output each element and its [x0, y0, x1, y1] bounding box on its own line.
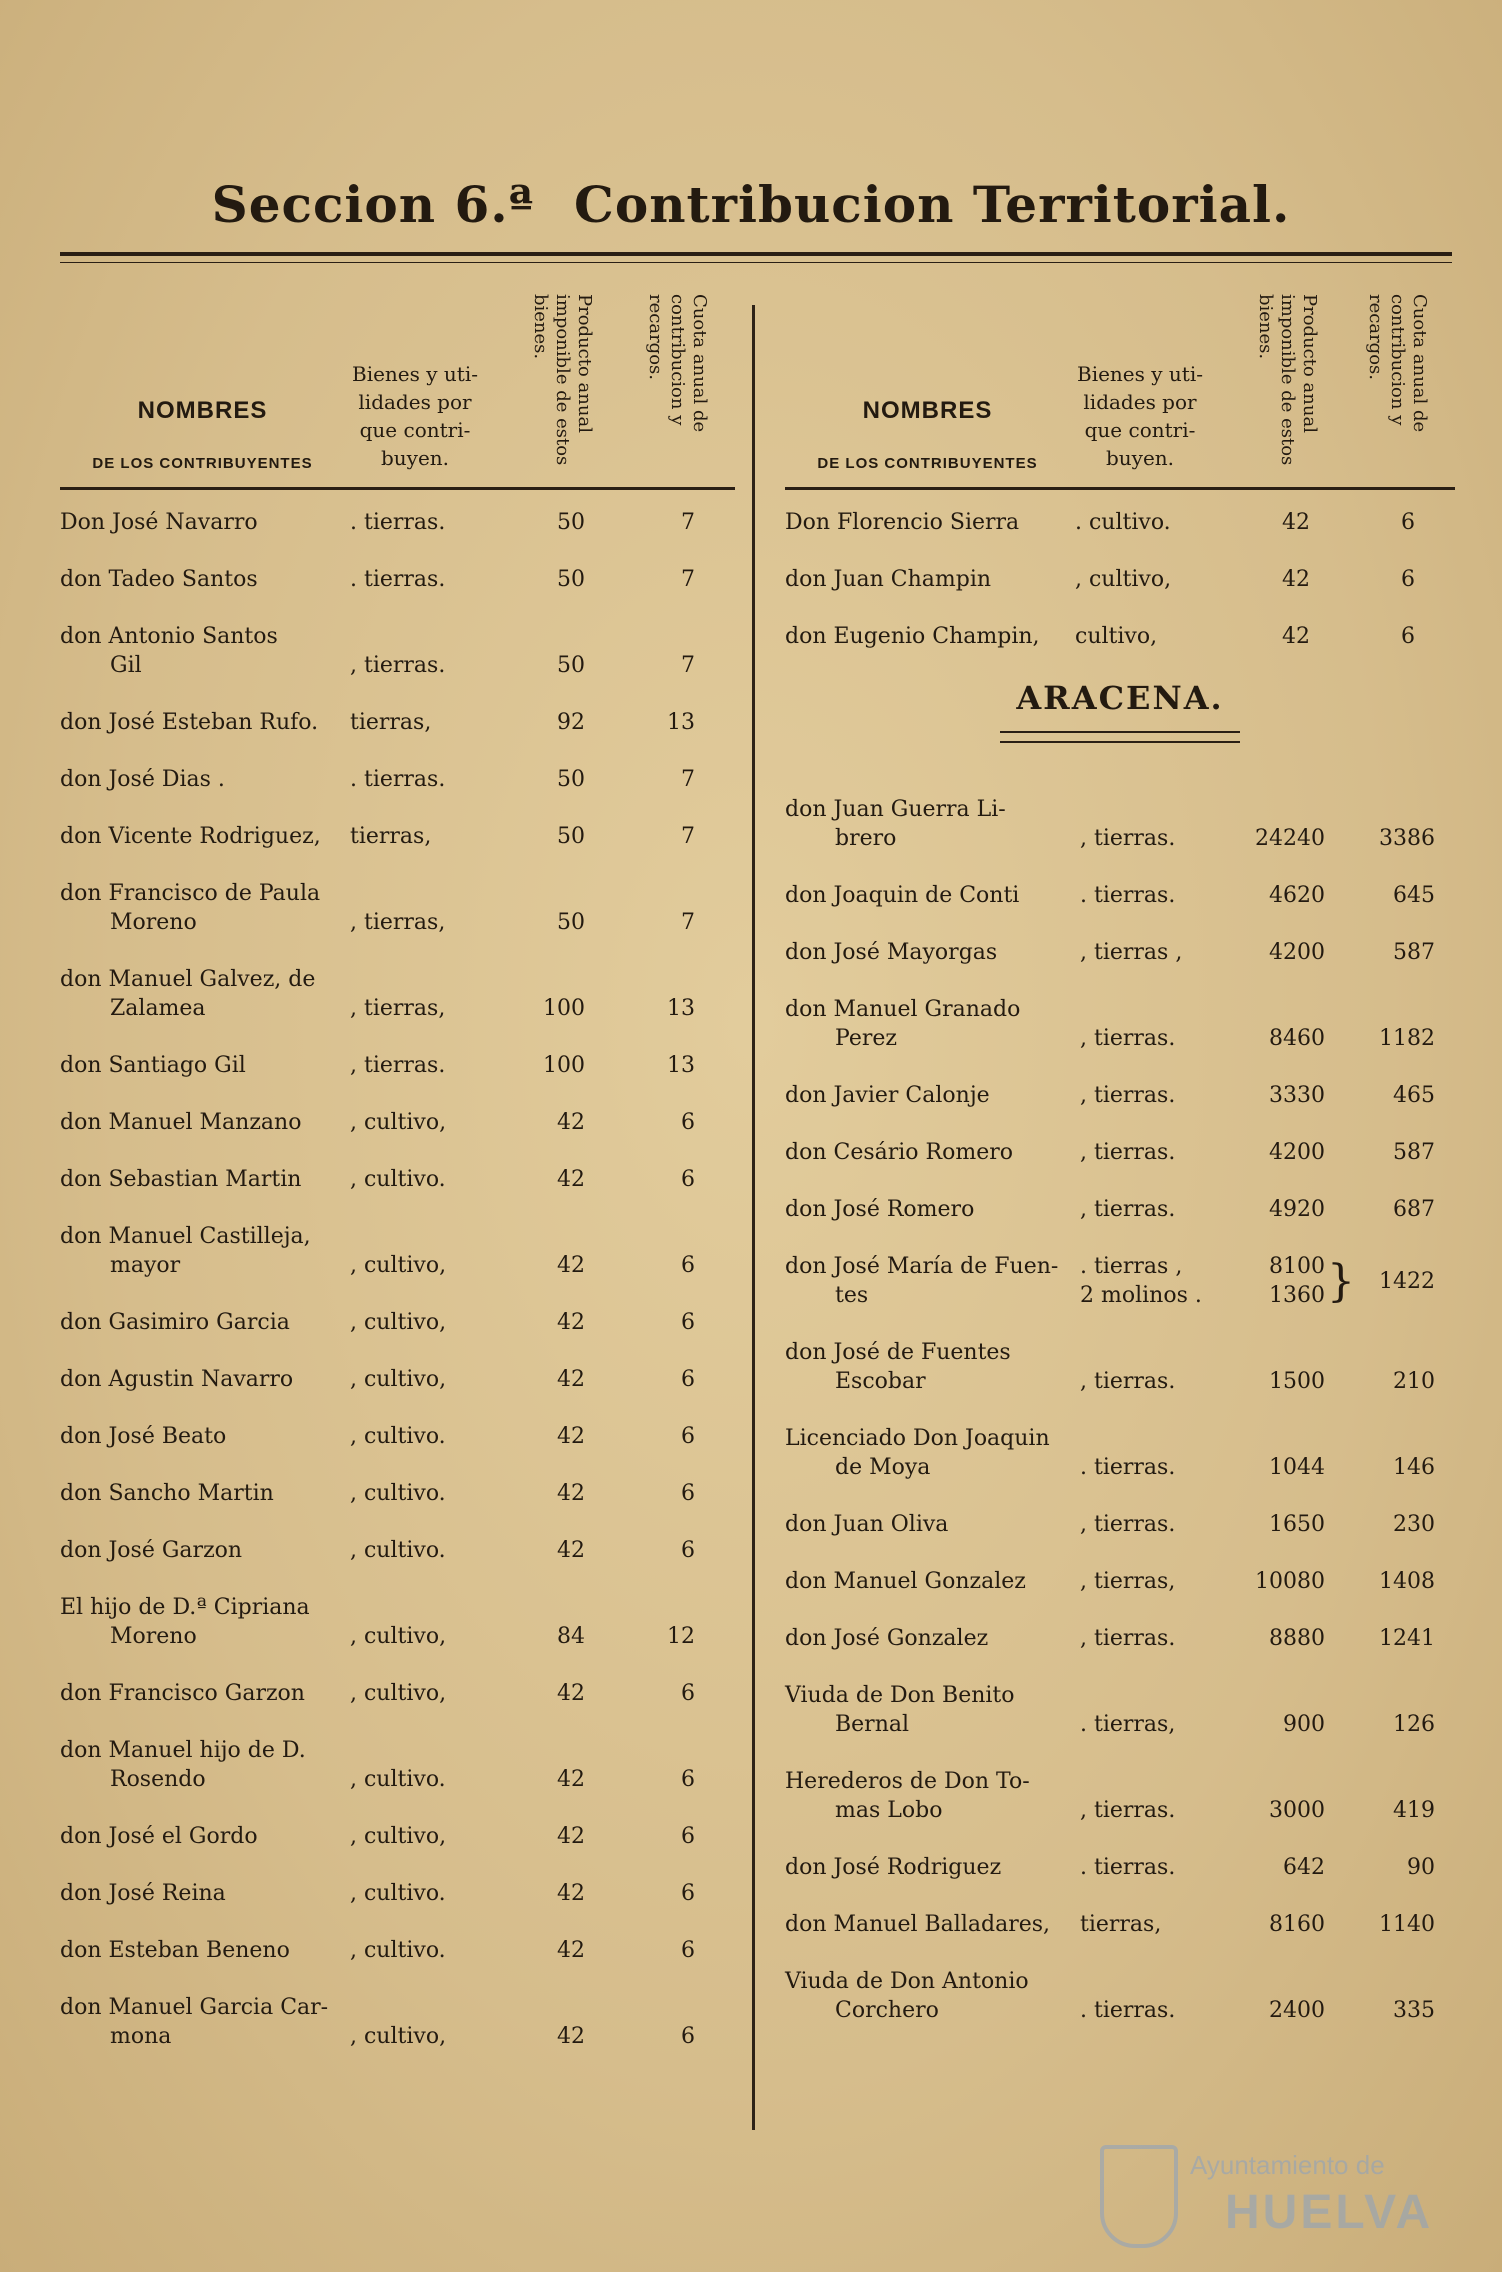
property-type: . tierras.: [1080, 1455, 1176, 1480]
header-bienes: Bienes y uti- lidades por que contri- buyen.: [352, 362, 478, 470]
property-type: , tierras,: [350, 996, 446, 1021]
property-type: , cultivo.: [350, 1538, 446, 1563]
table-row: [785, 1669, 1455, 1755]
table-row: [785, 1841, 1455, 1898]
crest-icon: [1100, 2145, 1178, 2248]
table-row: [60, 1033, 735, 1090]
annual-quota: 6: [681, 1938, 695, 1963]
property-type: . tierras.: [350, 767, 446, 792]
annual-product: 42: [557, 1253, 585, 1278]
annual-quota: 6: [1401, 624, 1415, 649]
contributor-name: Don Florencio Sierra: [785, 510, 1020, 535]
annual-quota: 6: [681, 1824, 695, 1849]
table-row: [785, 547, 1455, 604]
annual-quota: 7: [681, 824, 695, 849]
table-row: [785, 1955, 1455, 2041]
header-contribuyentes: DE LOS CONTRIBUYENTES: [92, 455, 313, 472]
annual-quota: 6: [681, 1367, 695, 1392]
watermark-stamp: [1100, 2140, 1440, 2250]
annual-product: 8100 1360: [1269, 1254, 1325, 1308]
contributor-name: Licenciado Don Joaquin de Moya: [785, 1426, 1050, 1480]
annual-quota: 6: [681, 1767, 695, 1792]
property-type: , cultivo,: [350, 1310, 447, 1335]
property-type: , tierras.: [350, 1053, 446, 1078]
brace-icon: }: [1327, 1256, 1355, 1307]
contributor-name: don Manuel Balladares,: [785, 1912, 1051, 1937]
property-type: , tierras.: [1080, 1140, 1176, 1165]
annual-quota: 6: [681, 1167, 695, 1192]
contributor-name: don Manuel Galvez, de Zalamea: [60, 967, 316, 1021]
property-type: , tierras,: [1080, 1569, 1176, 1594]
watermark-line2: HUELVA: [1225, 2186, 1434, 2239]
annual-quota: 90: [1407, 1855, 1435, 1880]
table-row: [60, 1404, 735, 1461]
right-table-body-top: [785, 490, 1455, 661]
contributor-name: Viuda de Don Antonio Corchero: [785, 1969, 1029, 2023]
section-ornament: [1000, 731, 1240, 743]
property-type: , cultivo,: [350, 1624, 447, 1649]
annual-product: 50: [557, 510, 585, 535]
property-type: , tierras.: [1080, 1512, 1176, 1537]
annual-product: 42: [557, 1367, 585, 1392]
watermark-line1: Ayuntamiento de: [1190, 2150, 1385, 2180]
property-type: , tierras.: [1080, 1083, 1176, 1108]
annual-quota: 6: [681, 1881, 695, 1906]
property-type: tierras,: [350, 710, 432, 735]
table-row: [60, 747, 735, 804]
property-type: . tierras.: [1080, 883, 1176, 908]
property-type: , cultivo,: [350, 2024, 447, 2049]
header-cuota: Cuota anual de contribucion y recargos.: [1365, 294, 1430, 433]
property-type: , cultivo.: [350, 1167, 446, 1192]
table-row: [60, 1804, 735, 1861]
contributor-name: don Vicente Rodriguez,: [60, 824, 321, 849]
annual-product: 8160: [1269, 1912, 1325, 1937]
property-type: , cultivo.: [350, 1881, 446, 1906]
contributor-name: Herederos de Don To- mas Lobo: [785, 1769, 1030, 1823]
annual-quota: 7: [681, 910, 695, 935]
contributor-name: don Manuel Castilleja, mayor: [60, 1224, 311, 1278]
annual-product: 50: [557, 567, 585, 592]
annual-product: 50: [557, 910, 585, 935]
property-type: , cultivo,: [1075, 567, 1172, 592]
table-row: [785, 783, 1455, 869]
contributor-name: don Juan Oliva: [785, 1512, 949, 1537]
table-row: [60, 861, 735, 947]
annual-quota: 210: [1393, 1369, 1435, 1394]
annual-quota: 1422: [1379, 1269, 1435, 1294]
contributor-name: don José Mayorgas: [785, 940, 998, 965]
contributor-name: don Santiago Gil: [60, 1053, 246, 1078]
annual-product: 3000: [1269, 1798, 1325, 1823]
table-row: [785, 1498, 1455, 1555]
table-row: [785, 490, 1455, 547]
annual-quota: 645: [1393, 883, 1435, 908]
annual-quota: 12: [667, 1624, 695, 1649]
property-type: tierras,: [350, 824, 432, 849]
property-type: cultivo,: [1075, 624, 1158, 649]
annual-quota: 6: [681, 1253, 695, 1278]
annual-product: 42: [557, 1167, 585, 1192]
property-type: , cultivo,: [350, 1253, 447, 1278]
annual-product: 2400: [1269, 1998, 1325, 2023]
title-rule: [60, 252, 1452, 256]
property-type: , cultivo.: [350, 1481, 446, 1506]
annual-quota: 7: [681, 567, 695, 592]
property-type: , cultivo,: [350, 1681, 447, 1706]
annual-quota: 6: [681, 1481, 695, 1506]
table-row: [785, 926, 1455, 983]
header-nombres: NOMBRES: [137, 397, 268, 424]
annual-quota: 13: [667, 1053, 695, 1078]
property-type: , cultivo,: [350, 1110, 447, 1135]
property-type: tierras,: [1080, 1912, 1162, 1937]
annual-product: 1650: [1269, 1512, 1325, 1537]
table-row: [60, 690, 735, 747]
contributor-name: don José Rodriguez: [785, 1855, 1002, 1880]
property-type: . cultivo.: [1075, 510, 1171, 535]
contributor-name: don Francisco de Paula Moreno: [60, 881, 321, 935]
annual-product: 4200: [1269, 1140, 1325, 1165]
table-row: [785, 604, 1455, 661]
annual-quota: 126: [1393, 1712, 1435, 1737]
property-type: , tierras.: [1080, 1626, 1176, 1651]
annual-quota: 587: [1393, 1140, 1435, 1165]
annual-product: 100: [543, 1053, 585, 1078]
table-row: [785, 1183, 1455, 1240]
contributor-name: don Sebastian Martin: [60, 1167, 302, 1192]
contributor-name: don Manuel Granado Perez: [785, 997, 1021, 1051]
contributor-name: don Cesário Romero: [785, 1140, 1013, 1165]
contributor-name: don Francisco Garzon: [60, 1681, 305, 1706]
annual-product: 42: [557, 1681, 585, 1706]
table-row: [785, 1412, 1455, 1498]
annual-quota: 230: [1393, 1512, 1435, 1537]
annual-quota: 6: [681, 1310, 695, 1335]
contributor-name: don Manuel Garcia Car- mona: [60, 1995, 329, 2049]
contributor-name: don Gasimiro Garcia: [60, 1310, 290, 1335]
contributor-name: don Juan Guerra Li- brero: [785, 797, 1006, 851]
annual-product: 42: [557, 1938, 585, 1963]
property-type: . tierras.: [350, 510, 446, 535]
annual-quota: 465: [1393, 1083, 1435, 1108]
table-row: [60, 1661, 735, 1718]
table-row: [60, 1718, 735, 1804]
property-type: , tierras.: [1080, 1798, 1176, 1823]
contributor-name: don José Reina: [60, 1881, 226, 1906]
annual-quota: 6: [1401, 510, 1415, 535]
annual-product: 42: [557, 1538, 585, 1563]
table-row: [60, 604, 735, 690]
table-row: [60, 1204, 735, 1290]
property-type: . tierras.: [350, 567, 446, 592]
annual-quota: 6: [681, 1681, 695, 1706]
property-type: , tierras.: [1080, 1369, 1176, 1394]
table-row: [785, 869, 1455, 926]
annual-product: 42: [557, 1424, 585, 1449]
annual-product: 4620: [1269, 883, 1325, 908]
table-row: [785, 1898, 1455, 1955]
table-row: [60, 1918, 735, 1975]
header-nombres: NOMBRES: [862, 397, 993, 424]
annual-quota: 6: [681, 1538, 695, 1563]
table-row: [785, 983, 1455, 1069]
annual-product: 42: [1282, 567, 1310, 592]
property-type: , tierras.: [350, 653, 446, 678]
table-row: [60, 947, 735, 1033]
left-table-body: [60, 490, 735, 2061]
annual-product: 24240: [1255, 826, 1325, 851]
property-type: , cultivo.: [350, 1767, 446, 1792]
contributor-name: don José Esteban Rufo.: [60, 710, 319, 735]
annual-quota: 7: [681, 653, 695, 678]
contributor-name: don José Dias .: [60, 767, 225, 792]
annual-quota: 6: [681, 2024, 695, 2049]
column-divider: [752, 305, 755, 2130]
property-type: , cultivo,: [350, 1824, 447, 1849]
table-row: [60, 1518, 735, 1575]
section-subject: Contribucion Territorial.: [574, 175, 1291, 234]
contributor-name: don Tadeo Santos: [60, 567, 258, 592]
contributor-name: don José Romero: [785, 1197, 975, 1222]
annual-product: 642: [1283, 1855, 1325, 1880]
annual-product: 42: [557, 1110, 585, 1135]
annual-product: 100: [543, 996, 585, 1021]
table-row: [60, 1090, 735, 1147]
annual-quota: 13: [667, 996, 695, 1021]
annual-quota: 687: [1393, 1197, 1435, 1222]
contributor-name: don Manuel Manzano: [60, 1110, 302, 1135]
annual-product: 8880: [1269, 1626, 1325, 1651]
right-column: [785, 290, 1455, 2041]
table-row: [60, 1861, 735, 1918]
annual-product: 50: [557, 653, 585, 678]
annual-product: 42: [1282, 624, 1310, 649]
annual-quota: 13: [667, 710, 695, 735]
table-row: [785, 1755, 1455, 1841]
annual-product: 42: [1282, 510, 1310, 535]
contributor-name: don José Gonzalez: [785, 1626, 989, 1651]
annual-quota: 6: [1401, 567, 1415, 592]
annual-product: 8460: [1269, 1026, 1325, 1051]
header-names: [60, 397, 345, 472]
table-row: [60, 1975, 735, 2061]
annual-product: 42: [557, 2024, 585, 2049]
contributor-name: El hijo de D.ª Cipriana Moreno: [60, 1595, 310, 1649]
table-row: [785, 1555, 1455, 1612]
table-header-left: [60, 290, 735, 490]
header-cuota: Cuota anual de contribucion y recargos.: [645, 294, 710, 433]
annual-quota: 1140: [1379, 1912, 1435, 1937]
annual-quota: 1182: [1379, 1026, 1435, 1051]
left-column: [60, 290, 735, 2061]
annual-quota: 3386: [1379, 826, 1435, 851]
annual-product: 42: [557, 1310, 585, 1335]
header-contribuyentes: DE LOS CONTRIBUYENTES: [817, 455, 1038, 472]
annual-product: 4920: [1269, 1197, 1325, 1222]
property-type: . tierras.: [1080, 1855, 1176, 1880]
annual-quota: 7: [681, 767, 695, 792]
table-row: [60, 547, 735, 604]
contributor-name: don José Garzon: [60, 1538, 243, 1563]
contributor-name: don José de Fuentes Escobar: [785, 1340, 1011, 1394]
contributor-name: don José María de Fuen- tes: [785, 1254, 1059, 1308]
table-row: [785, 1069, 1455, 1126]
property-type: , tierras.: [1080, 1026, 1176, 1051]
right-table-body: [785, 783, 1455, 2041]
annual-product: 84: [557, 1624, 585, 1649]
contributor-name: don José el Gordo: [60, 1824, 258, 1849]
contributor-name: don Sancho Martin: [60, 1481, 274, 1506]
contributor-name: don Agustin Navarro: [60, 1367, 294, 1392]
property-type: , cultivo.: [350, 1938, 446, 1963]
property-type: , cultivo,: [350, 1367, 447, 1392]
annual-product: 10080: [1255, 1569, 1325, 1594]
section-number: Seccion 6.ª: [211, 175, 535, 234]
contributor-name: don Joaquin de Conti: [785, 883, 1020, 908]
property-type: , tierras ,: [1080, 940, 1183, 965]
contributor-name: Viuda de Don Benito Bernal: [785, 1683, 1015, 1737]
annual-product: 42: [557, 1481, 585, 1506]
property-type: . tierras , 2 molinos .: [1080, 1254, 1202, 1308]
annual-quota: 419: [1393, 1798, 1435, 1823]
annual-product: 42: [557, 1881, 585, 1906]
annual-product: 4200: [1269, 940, 1325, 965]
annual-product: 50: [557, 767, 585, 792]
annual-product: 92: [557, 710, 585, 735]
header-bienes: Bienes y uti- lidades por que contri- buyen.: [1077, 362, 1203, 470]
contributor-name: don Esteban Beneno: [60, 1938, 290, 1963]
annual-product: 1500: [1269, 1369, 1325, 1394]
table-row: [60, 490, 735, 547]
header-producto: Producto anual imponible de estos bienes.: [1255, 294, 1320, 466]
annual-product: 42: [557, 1824, 585, 1849]
annual-quota: 1241: [1379, 1626, 1435, 1651]
annual-quota: 146: [1393, 1455, 1435, 1480]
page-title: [0, 175, 1502, 234]
annual-product: 1044: [1269, 1455, 1325, 1480]
annual-product: 42: [557, 1767, 585, 1792]
header-names: [785, 397, 1070, 472]
table-row: [60, 1290, 735, 1347]
contributor-name: don Manuel Gonzalez: [785, 1569, 1026, 1594]
property-type: , cultivo.: [350, 1424, 446, 1449]
table-row: [785, 1612, 1455, 1669]
contributor-name: Don José Navarro: [60, 510, 258, 535]
annual-quota: 1408: [1379, 1569, 1435, 1594]
annual-quota: 6: [681, 1110, 695, 1135]
table-row: [60, 1347, 735, 1404]
property-type: . tierras,: [1080, 1712, 1176, 1737]
header-producto: Producto anual imponible de estos bienes.: [530, 294, 595, 466]
annual-quota: 6: [681, 1424, 695, 1449]
property-type: . tierras.: [1080, 1998, 1176, 2023]
title-rule-thin: [60, 262, 1452, 263]
contributor-name: don Eugenio Champin,: [785, 624, 1040, 649]
table-row: [60, 1147, 735, 1204]
contributor-name: don Javier Calonje: [785, 1083, 990, 1108]
annual-quota: 7: [681, 510, 695, 535]
annual-quota: 587: [1393, 940, 1435, 965]
aracena-heading: ARACENA.: [1016, 679, 1224, 717]
property-type: , tierras,: [350, 910, 446, 935]
table-row: [785, 1240, 1455, 1326]
table-header-right: [785, 290, 1455, 490]
property-type: , tierras.: [1080, 1197, 1176, 1222]
contributor-name: don Juan Champin: [785, 567, 992, 592]
annual-product: 3330: [1269, 1083, 1325, 1108]
annual-quota: 335: [1393, 1998, 1435, 2023]
table-row: [60, 1575, 735, 1661]
table-row: [785, 1326, 1455, 1412]
table-row: [785, 1126, 1455, 1183]
table-row: [60, 804, 735, 861]
annual-product: 50: [557, 824, 585, 849]
annual-product: 900: [1283, 1712, 1325, 1737]
contributor-name: don José Beato: [60, 1424, 227, 1449]
table-row: [60, 1461, 735, 1518]
property-type: , tierras.: [1080, 826, 1176, 851]
contributor-name: don Antonio Santos Gil: [60, 624, 278, 678]
contributor-name: don Manuel hijo de D. Rosendo: [60, 1738, 306, 1792]
